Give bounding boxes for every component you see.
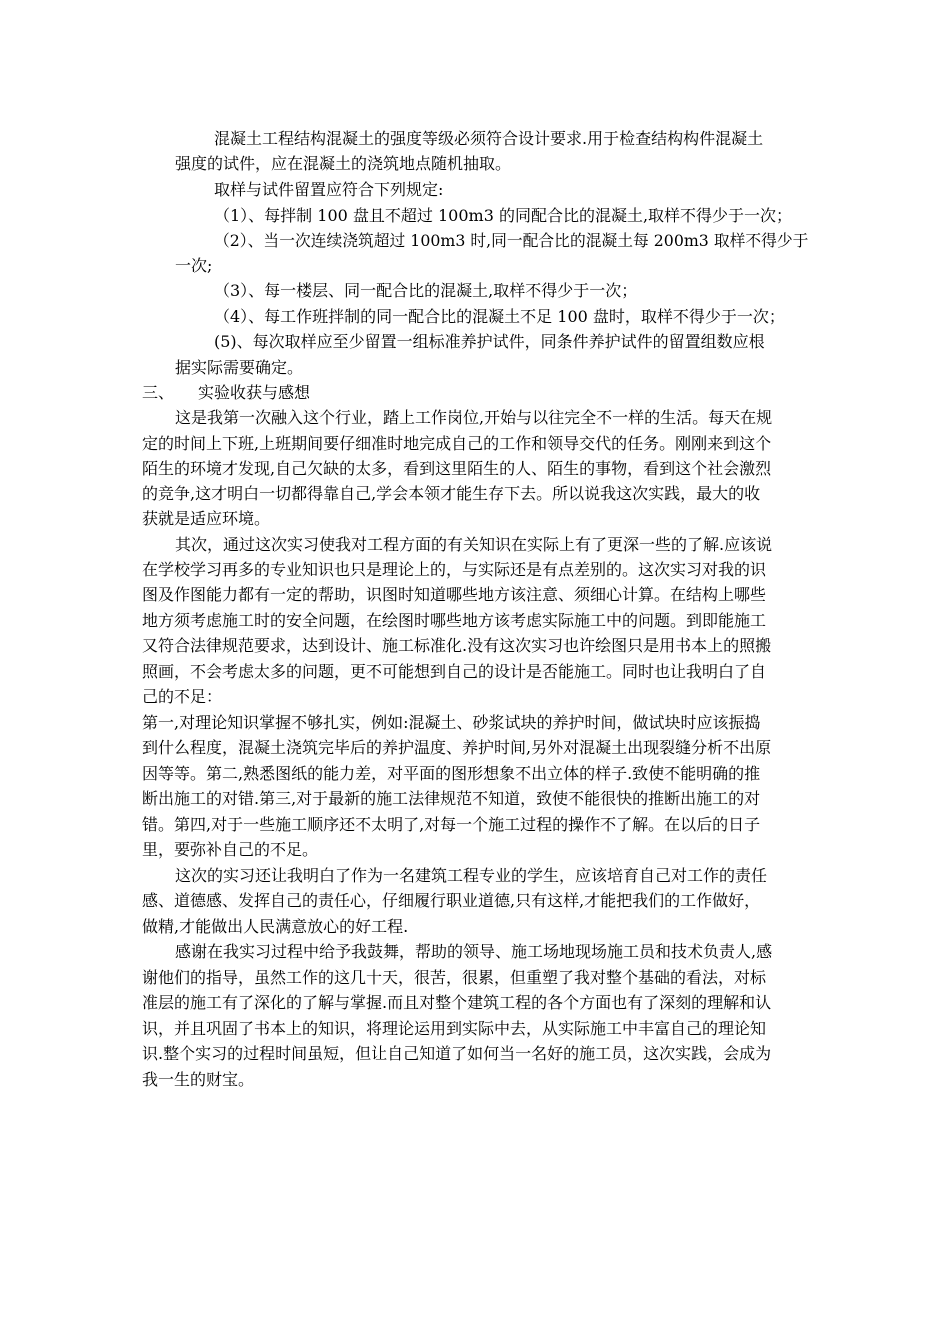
text-line: 获就是适应环境。: [142, 509, 271, 528]
text-line: 错。第四,对于一些施工顺序还不太明了,对每一个施工过程的操作不了解。在以后的日子: [142, 815, 761, 834]
text-line: 一次;: [175, 256, 213, 275]
text-line: 的竞争,这才明白一切都得靠自己,学会本领才能生存下去。所以说我这次实践，最大的收: [142, 484, 761, 503]
text-line: 取样与试件留置应符合下列规定:: [214, 180, 444, 199]
text-line: 断出施工的对错.第三,对于最新的施工法律规范不知道，致使不能很快的推断出施工的对: [142, 789, 761, 808]
text-line: 感谢在我实习过程中给予我鼓舞，帮助的领导、施工场地现场施工员和技术负责人,感: [175, 942, 773, 961]
text-line: 照画，不会考虑太多的问题，更不可能想到自己的设计是否能施工。同时也让我明白了自: [142, 662, 767, 681]
text-line: 第一,对理论知识掌握不够扎实，例如:混凝土、砂浆试块的养护时间，做试块时应该振捣: [142, 713, 761, 732]
text-line: （2）、当一次连续浇筑超过 100m3 时,同一配合比的混凝土每 200m3 取样不得少于: [214, 231, 809, 250]
text-line: （4）、每工作班拌制的同一配合比的混凝土不足 100 盘时，取样不得少于一次；: [214, 307, 785, 326]
text-line: 做精,才能做出人民满意放心的好工程.: [142, 917, 409, 936]
text-line: 又符合法律规范要求，达到设计、施工标准化.没有这次实习也许绘图只是用书本上的照搬: [142, 636, 772, 655]
text-line: (5)、每次取样应至少留置一组标准养护试件，同条件养护试件的留置组数应根: [214, 332, 765, 351]
text-line: 地方须考虑施工时的安全问题，在绘图时哪些地方该考虑实际施工中的问题。到即能施工: [142, 611, 767, 630]
text-line: 因等等。第二,熟悉图纸的能力差，对平面的图形想象不出立体的样子.致使不能明确的推: [142, 764, 761, 783]
text-line: 这是我第一次融入这个行业，踏上工作岗位,开始与以往完全不一样的生活。每天在规: [175, 408, 773, 427]
text-line: 陌生的环境才发现,自己欠缺的太多，看到这里陌生的人、陌生的事物，看到这个社会激烈: [142, 459, 772, 478]
text-line: 在学校学习再多的专业知识也只是理论上的，与实际还是有点差别的。这次实习对我的识: [142, 560, 767, 579]
text-line: （3）、每一楼层、同一配合比的混凝土,取样不得少于一次；: [214, 281, 638, 300]
text-line: 感、道德感、发挥自己的责任心，仔细履行职业道德,只有这样,才能把我们的工作做好，: [142, 891, 761, 910]
text-line: 强度的试件，应在混凝土的浇筑地点随机抽取。: [175, 154, 512, 173]
text-line: 混凝土工程结构混凝土的强度等级必须符合设计要求.用于检查结构构件混凝土: [214, 129, 764, 148]
text-line: 我一生的财宝。: [142, 1070, 255, 1089]
text-line: 识，并且巩固了书本上的知识，将理论运用到实际中去，从实际施工中丰富自己的理论知: [142, 1019, 767, 1038]
text-line: （1）、每拌制 100 盘且不超过 100m3 的同配合比的混凝土,取样不得少于一次；: [214, 206, 793, 225]
text-line: 谢他们的指导，虽然工作的这几十天，很苦，很累，但重塑了我对整个基础的看法，对标: [142, 968, 767, 987]
section-heading: 三、 实验收获与感想: [142, 383, 311, 402]
text-line: 己的不足：: [142, 687, 223, 706]
text-line: 其次，通过这次实习使我对工程方面的有关知识在实际上有了更深一些的了解.应该说: [175, 535, 773, 554]
text-line: 里，要弥补自己的不足。: [142, 840, 319, 859]
text-line: 定的时间上下班,上班期间要仔细准时地完成自己的工作和领导交代的任务。刚刚来到这个: [142, 434, 772, 453]
text-line: 图及作图能力都有一定的帮助，识图时知道哪些地方该注意、须细心计算。在结构上哪些: [142, 585, 767, 604]
text-line: 到什么程度，混凝土浇筑完毕后的养护温度、养护时间,另外对混凝土出现裂缝分析不出原: [142, 738, 772, 757]
text-line: 准层的施工有了深化的了解与掌握.而且对整个建筑工程的各个方面也有了深刻的理解和认: [142, 993, 772, 1012]
text-line: 据实际需要确定。: [175, 358, 304, 377]
text-line: 识.整个实习的过程时间虽短，但让自己知道了如何当一名好的施工员，这次实践，会成为: [142, 1044, 772, 1063]
text-line: 这次的实习还让我明白了作为一名建筑工程专业的学生，应该培育自己对工作的责任: [175, 866, 768, 885]
